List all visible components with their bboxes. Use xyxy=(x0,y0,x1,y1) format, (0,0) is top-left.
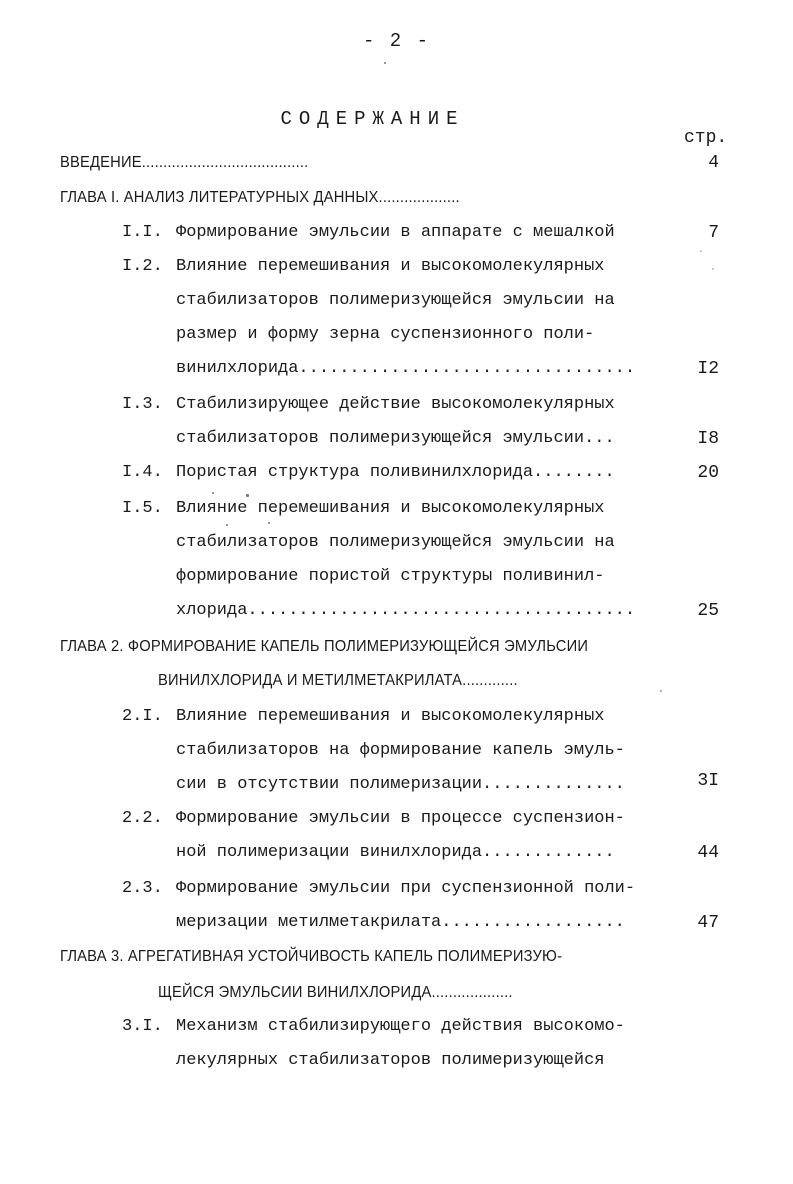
toc-entry-continuation: ЩЕЙСЯ ЭМУЛЬСИИ ВИНИЛХЛОРИДА................... xyxy=(158,984,513,1001)
page-column-label: стр. xyxy=(684,128,728,148)
toc-entry-continuation: стабилизаторов полимеризующейся эмульсии на xyxy=(176,291,615,310)
toc-page-number: I2 xyxy=(697,359,719,379)
toc-entry-continuation: винилхлорида................................. xyxy=(176,359,636,378)
toc-page-number: 3I xyxy=(697,771,719,791)
toc-page-number: 7 xyxy=(708,223,719,243)
section-number: I.3. xyxy=(122,395,163,414)
toc-entry-continuation: ной полимеризации винилхлорида............. xyxy=(176,843,615,862)
toc-page-number: 4 xyxy=(708,153,719,173)
section-number: 2.I. xyxy=(122,707,163,726)
toc-entry-continuation: меризации метилметакрилата.................. xyxy=(176,913,625,932)
section-number: I.I. xyxy=(122,223,163,242)
section-number: I.2. xyxy=(122,257,163,276)
scan-speck xyxy=(246,494,249,497)
scan-speck xyxy=(700,250,702,252)
toc-entry-section-1-4: I.4. Пористая структура поливинилхлорида........ xyxy=(122,458,615,488)
toc-entry-continuation: хлорида...................................... xyxy=(176,601,636,620)
section-number: 2.2. xyxy=(122,809,163,828)
toc-entry-section-1-5: I.5. Влияние перемешивания и высокомолекулярных xyxy=(122,494,604,524)
page-number: - 2 - xyxy=(362,30,430,52)
toc-entry-chapter-1: ГЛАВА I. АНАЛИЗ ЛИТЕРАТУРНЫХ ДАННЫХ................... xyxy=(60,189,460,206)
scan-speck xyxy=(226,524,228,526)
toc-page-number: 20 xyxy=(697,463,719,483)
toc-entry-section-2-1: 2.I. Влияние перемешивания и высокомолекулярных xyxy=(122,702,604,732)
scan-speck xyxy=(660,690,662,692)
toc-entry-section-3-1: 3.I. Механизм стабилизирующего действия высокомо- xyxy=(122,1012,625,1042)
toc-entry-chapter-3: ГЛАВА 3. АГРЕГАТИВНАЯ УСТОЙЧИВОСТЬ КАПЕЛЬ ПОЛИМЕРИЗУЮ- xyxy=(60,948,563,965)
toc-entry-section-2-3: 2.3. Формирование эмульсии при суспензионной поли- xyxy=(122,874,635,904)
toc-entry-section-2-2: 2.2. Формирование эмульсии в процессе суспензион- xyxy=(122,804,625,834)
toc-entry-continuation: размер и форму зерна суспензионного поли- xyxy=(176,325,595,344)
toc-entry-continuation: сии в отсутствии полимеризации.............. xyxy=(176,775,625,794)
scan-speck xyxy=(384,62,386,64)
toc-page-number: 44 xyxy=(697,843,719,863)
toc-entry-section-1-3: I.3. Стабилизирующее действие высокомолекулярных xyxy=(122,390,615,420)
section-number: I.4. xyxy=(122,463,163,482)
toc-entry-continuation: стабилизаторов полимеризующейся эмульсии... xyxy=(176,429,615,448)
toc-entry-continuation: формирование пористой структуры поливинил- xyxy=(176,567,605,586)
toc-entry-introduction: ВВЕДЕНИЕ....................................... xyxy=(60,154,309,171)
scan-speck xyxy=(212,492,214,494)
toc-entry-continuation: стабилизаторов на формирование капель эмуль- xyxy=(176,741,625,760)
toc-entry-chapter-2: ГЛАВА 2. ФОРМИРОВАНИЕ КАПЕЛЬ ПОЛИМЕРИЗУЮЩЕЙСЯ ЭМУЛЬСИИ xyxy=(60,638,589,655)
section-number: 2.3. xyxy=(122,879,163,898)
section-number: I.5. xyxy=(122,499,163,518)
toc-entry-continuation: стабилизаторов полимеризующейся эмульсии на xyxy=(176,533,615,552)
toc-entry-continuation: ВИНИЛХЛОРИДА И МЕТИЛМЕТАКРИЛАТА............. xyxy=(158,672,518,689)
toc-entry-section-1-1: I.I. Формирование эмульсии в аппарате с мешалкой xyxy=(122,218,615,248)
toc-page-number: I8 xyxy=(697,429,719,449)
document-title: СОДЕРЖАНИЕ xyxy=(280,108,465,130)
section-number: 3.I. xyxy=(122,1017,163,1036)
toc-entry-section-1-2: I.2. Влияние перемешивания и высокомолекулярных xyxy=(122,252,604,282)
toc-page-number: 25 xyxy=(697,601,719,621)
scan-speck xyxy=(712,268,714,270)
toc-page-number: 47 xyxy=(697,913,719,933)
scan-speck xyxy=(268,522,270,524)
toc-entry-continuation: лекулярных стабилизаторов полимеризующейся xyxy=(176,1051,605,1070)
